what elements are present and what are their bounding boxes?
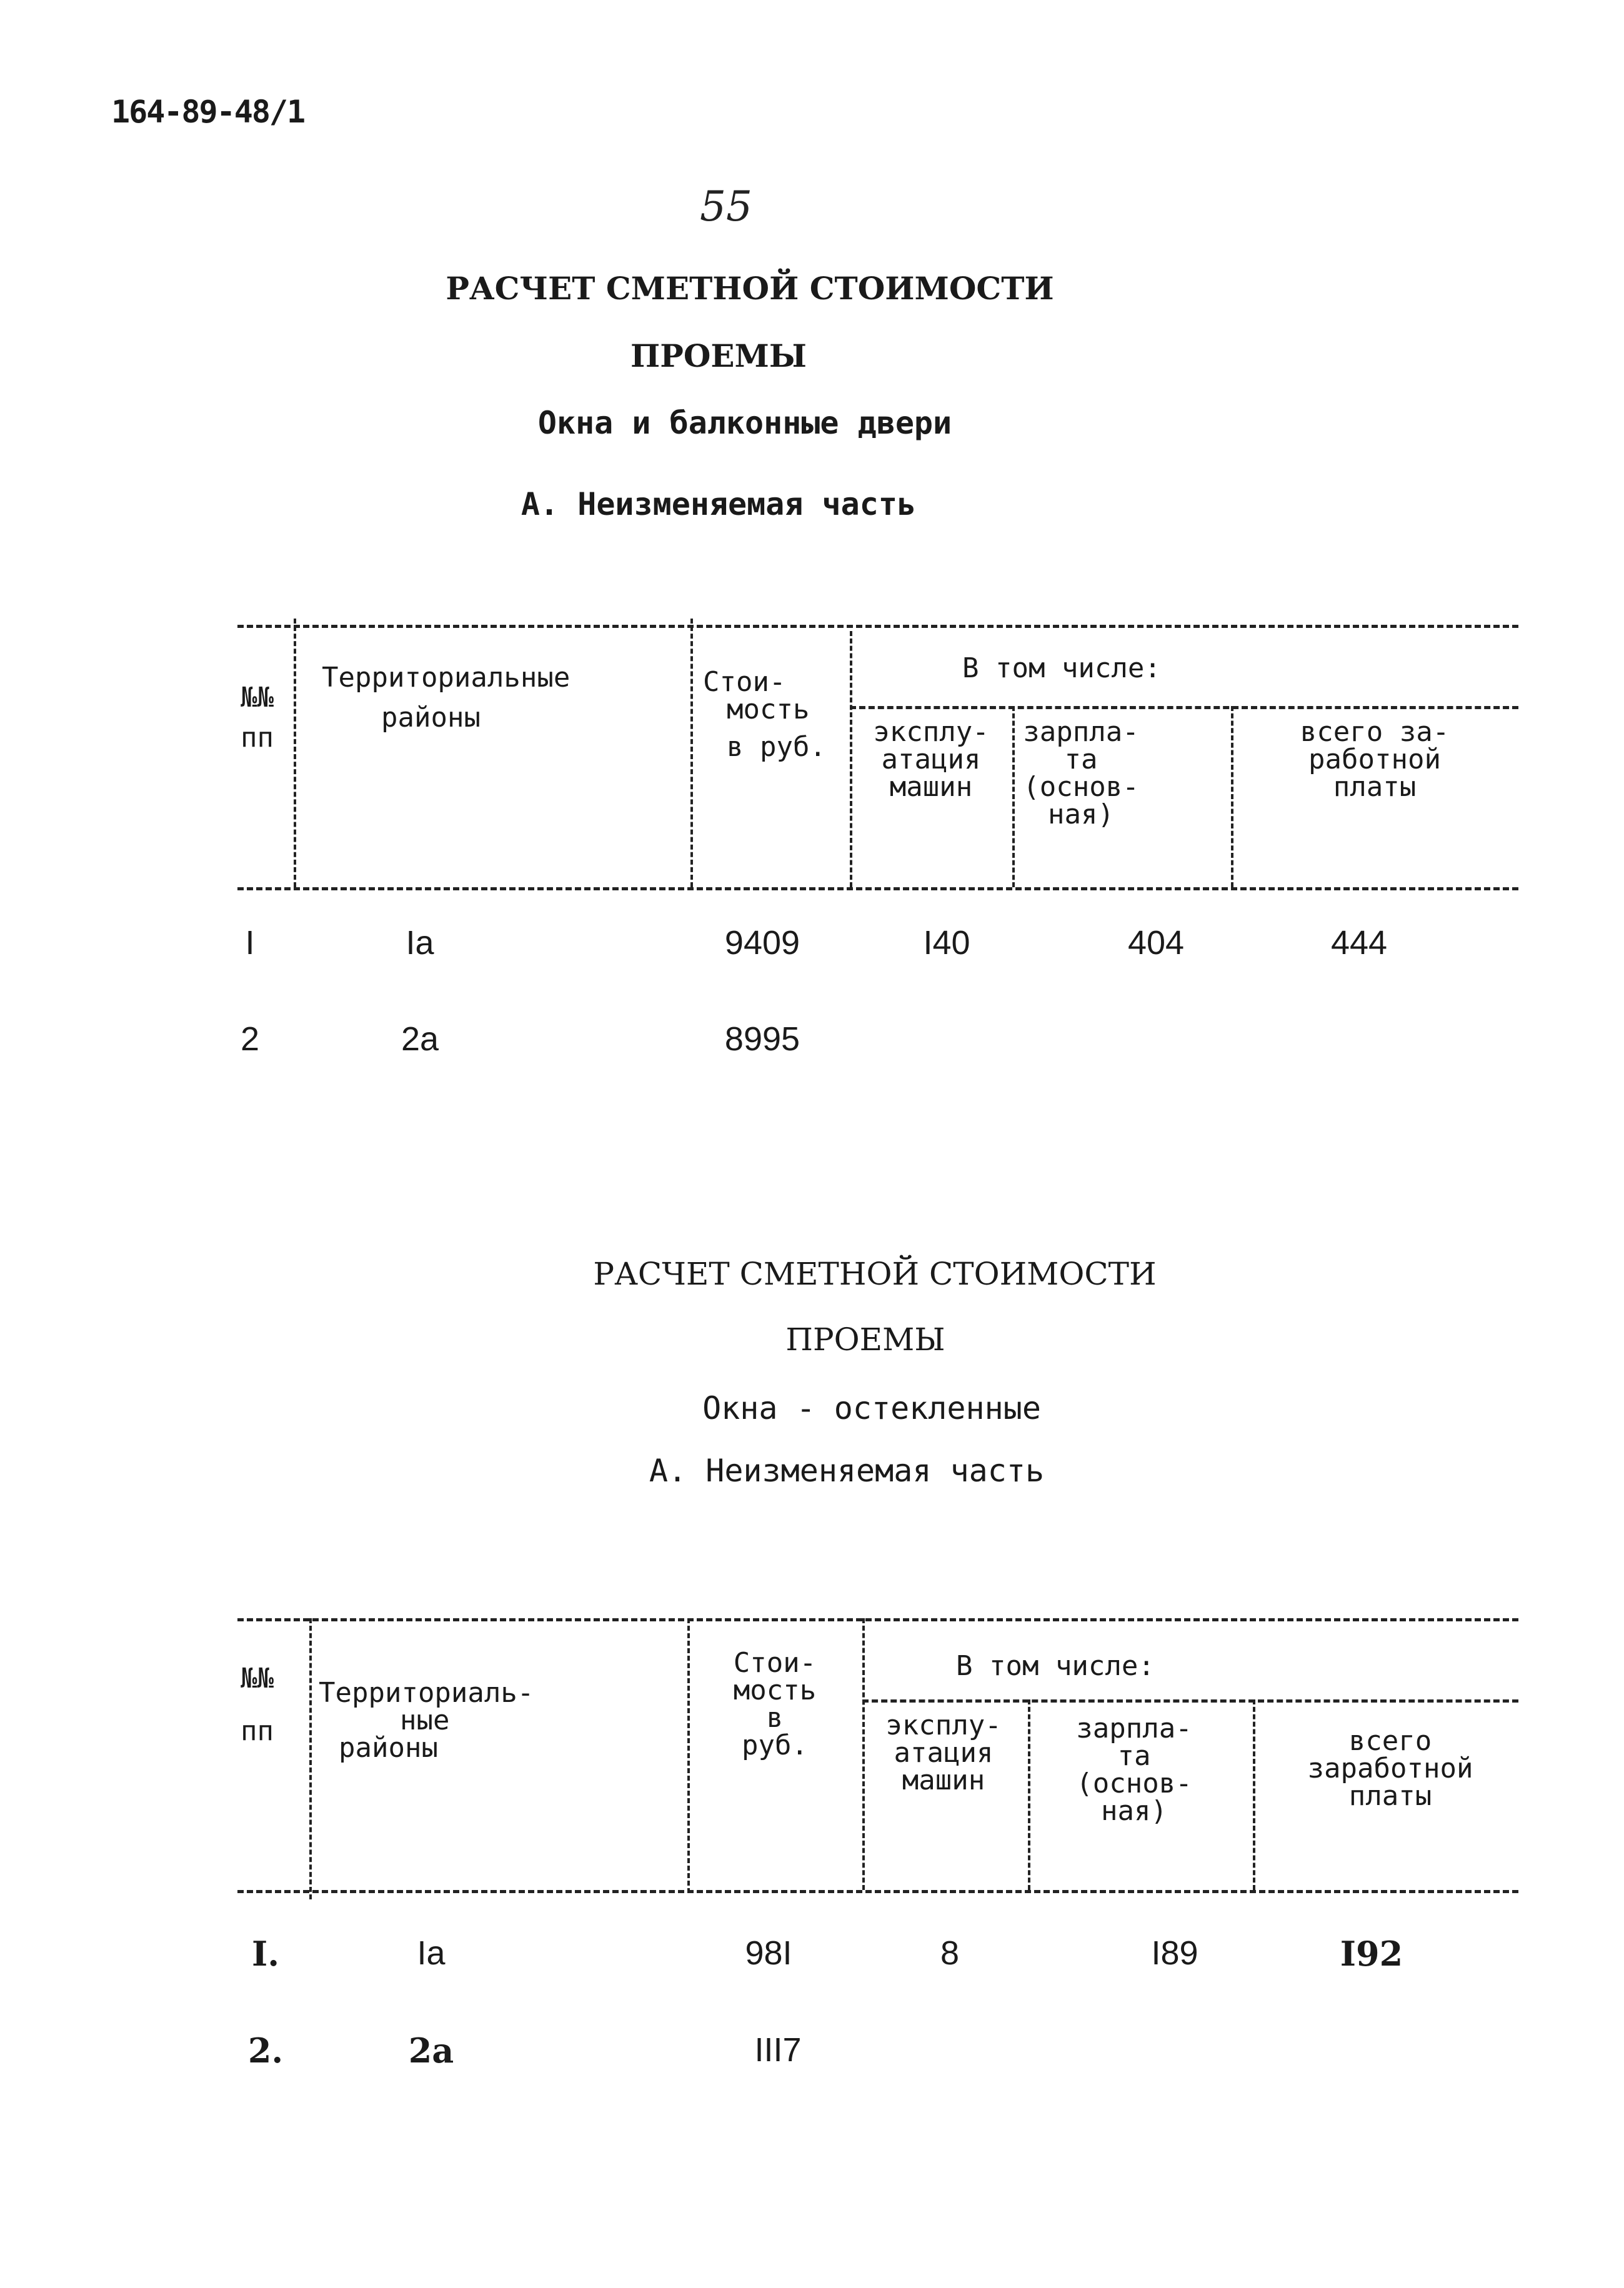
header-wage-line: ная) <box>1048 798 1114 830</box>
table-subheader-rule <box>862 1699 1518 1703</box>
header-total-wage-line: заработной <box>1307 1753 1473 1784</box>
cell-wage: I89 <box>1151 1934 1198 1972</box>
header-num-line: пп <box>241 1715 274 1747</box>
header-cost-line: мость <box>727 694 810 725</box>
header-machines-line: машин <box>889 771 973 803</box>
header-machines <box>885 1709 1002 1796</box>
header-total-wage-line: платы <box>1348 1780 1432 1812</box>
cell-machines: I40 <box>923 924 970 962</box>
section2-item-title: Окна - остекленные <box>702 1390 1041 1426</box>
header-cost-line: в <box>766 1702 784 1734</box>
header-machines <box>873 716 989 803</box>
header-total-wage-line: платы <box>1333 771 1417 803</box>
section1-item-title: Окна и балконные двери <box>537 405 952 441</box>
header-wage-line: та <box>1117 1740 1151 1772</box>
header-cost <box>703 666 826 763</box>
section1-part-title: А. Неизменяемая часть <box>521 486 917 522</box>
cell-cost: 9409 <box>724 924 800 962</box>
header-wage-line: та <box>1064 744 1098 775</box>
header-num-line: №№ <box>241 682 274 714</box>
section1-title: РАСЧЕТ СМЕТНОЙ СТОИМОСТИ <box>446 270 1054 307</box>
header-region <box>322 664 570 732</box>
column-divider <box>309 1618 312 1899</box>
section2-subtitle: ПРОЕМЫ <box>785 1321 945 1358</box>
header-including: В том числе: <box>956 1650 1155 1682</box>
header-including: В том числе: <box>962 652 1161 684</box>
header-total-wage-line: работной <box>1308 744 1441 775</box>
page-number: 55 <box>700 182 752 231</box>
header-machines-line: атация <box>881 744 981 775</box>
header-cost-line: Стои- <box>703 666 786 698</box>
header-machines-line: машин <box>902 1764 985 1796</box>
header-region-line: Территориальные <box>322 662 570 694</box>
column-divider <box>294 619 296 887</box>
cell-wage: 404 <box>1127 924 1185 962</box>
cell-cost: 8995 <box>724 1020 800 1058</box>
table-subheader-rule <box>850 706 1518 709</box>
cell-cost: III7 <box>754 2031 802 2069</box>
header-cost-line: мость <box>733 1674 817 1706</box>
header-cost-line: Стои- <box>733 1647 817 1679</box>
header-total-wage-line: всего <box>1348 1725 1432 1757</box>
header-region-line: районы <box>339 1732 438 1764</box>
column-divider <box>850 631 852 887</box>
header-region-line: ные <box>400 1704 450 1736</box>
cell-num: I. <box>251 1934 280 1974</box>
cell-total-wage: I92 <box>1340 1934 1403 1974</box>
header-wage-line: (основ- <box>1023 771 1139 803</box>
header-num-line: №№ <box>241 1663 274 1694</box>
column-divider <box>1012 706 1015 887</box>
table-header-bottom-rule <box>237 1890 1518 1893</box>
header-total-wage-line: всего за- <box>1300 716 1450 748</box>
header-num-line: пп <box>241 722 274 754</box>
header-region-line: районы <box>381 702 481 734</box>
header-wage-line: (основ- <box>1076 1768 1192 1799</box>
cell-machines: 8 <box>940 1934 960 1972</box>
header-cost-line: руб. <box>742 1729 808 1761</box>
cell-region: 2а <box>401 1020 439 1058</box>
header-region-line: Территориаль- <box>319 1677 534 1709</box>
header-wage <box>1076 1715 1192 1825</box>
cell-region: 2а <box>408 2031 454 2071</box>
table-header-bottom-rule <box>237 887 1518 890</box>
header-total-wage <box>1307 1725 1473 1812</box>
header-wage-line: зарпла- <box>1023 716 1139 748</box>
header-num <box>241 684 274 752</box>
section2-part-title: А. Неизменяемая часть <box>649 1453 1045 1489</box>
header-cost-line: в руб. <box>727 731 826 763</box>
cell-region: Iа <box>406 924 434 962</box>
header-total-wage <box>1300 716 1450 803</box>
column-divider <box>690 619 693 887</box>
document-code: 164-89-48/1 <box>111 94 305 130</box>
cell-num: 2 <box>240 1020 260 1058</box>
header-wage-line: зарпла- <box>1076 1713 1192 1744</box>
cell-cost: 98I <box>745 1934 792 1972</box>
header-num <box>241 1665 274 1745</box>
header-wage <box>1023 716 1139 830</box>
header-machines-line: атация <box>894 1737 994 1769</box>
table-top-rule <box>237 1618 1518 1621</box>
cell-num: 2. <box>247 2031 284 2071</box>
cell-region: Iа <box>417 1934 446 1972</box>
header-wage-line: ная) <box>1101 1795 1167 1827</box>
table-top-rule <box>237 625 1518 628</box>
column-divider <box>1231 706 1233 887</box>
section2-title: РАСЧЕТ СМЕТНОЙ СТОИМОСТИ <box>593 1256 1157 1292</box>
column-divider <box>862 1618 865 1890</box>
header-cost <box>734 1649 816 1759</box>
section1-subtitle: ПРОЕМЫ <box>630 337 807 374</box>
column-divider <box>1253 1699 1255 1890</box>
header-machines-line: эксплу- <box>885 1709 1002 1741</box>
header-region <box>319 1679 534 1762</box>
header-machines-line: эксплу- <box>873 716 989 748</box>
cell-total-wage: 444 <box>1330 924 1388 962</box>
cell-num: I <box>245 924 255 962</box>
column-divider <box>1028 1699 1030 1890</box>
column-divider <box>687 1618 690 1893</box>
